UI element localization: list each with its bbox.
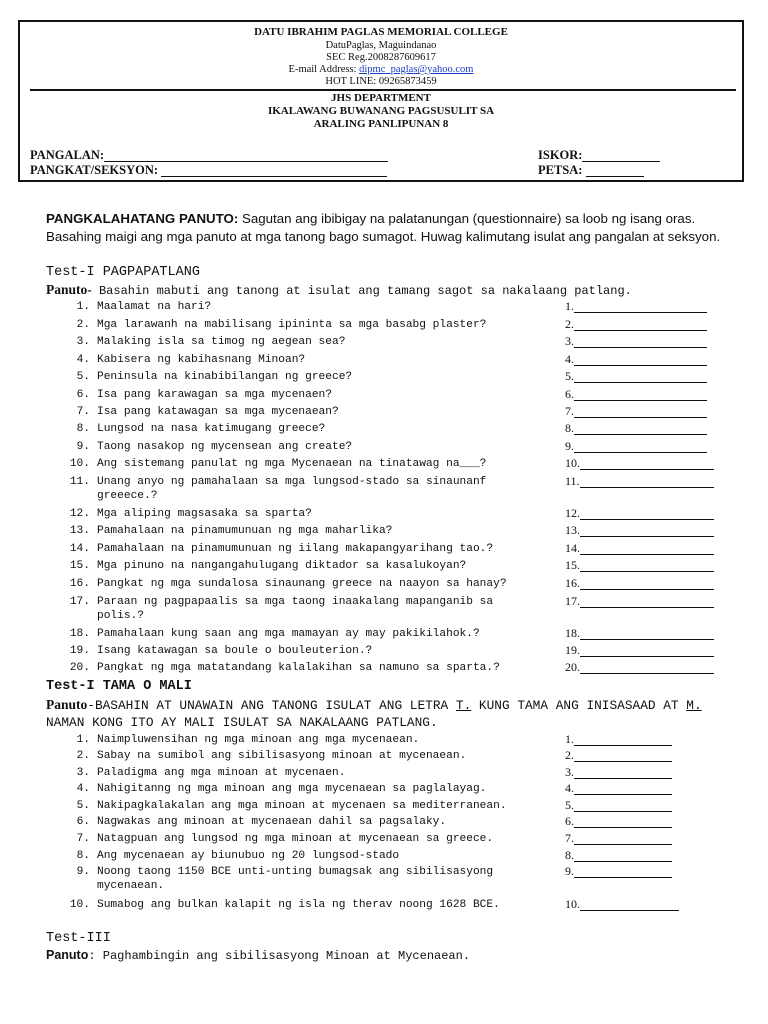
question-text xyxy=(97,782,552,796)
general-instructions-line-1 xyxy=(46,210,726,228)
answer-line[interactable] xyxy=(574,389,707,401)
answer-number: 3. xyxy=(565,765,574,779)
answer-blank[interactable] xyxy=(565,524,714,537)
question-number: 8. xyxy=(76,850,90,862)
question-number: 20. xyxy=(69,662,90,674)
answer-blank[interactable] xyxy=(565,577,714,590)
question-text-line: Unang anyo ng pamahalaan sa mga lungsod-stado sa sinaunanf xyxy=(97,476,487,488)
general-instructions-text-2: Basahing maigi ang mga panuto at mga tanong bago sumagot. Huwag kalimutang isulat ang pangalan at seksyon. xyxy=(46,229,721,244)
question-text xyxy=(97,595,552,623)
question-text-line: Sabay na sumibol ang sibilisasyong minoan at mycenaean. xyxy=(97,750,467,762)
answer-line[interactable] xyxy=(574,750,672,762)
question-text xyxy=(97,733,552,747)
question-text xyxy=(97,644,552,658)
score-label: ISKOR: xyxy=(538,148,583,162)
question-number: 2. xyxy=(76,319,90,331)
answer-line[interactable] xyxy=(580,525,714,537)
question-text-continuation: polis.? xyxy=(97,610,144,622)
header-divider xyxy=(30,89,736,91)
answer-blank[interactable] xyxy=(565,318,707,331)
answer-line[interactable] xyxy=(574,301,707,313)
answer-blank[interactable] xyxy=(565,388,707,401)
question-text-line: Isang katawagan sa boule o bouleuterion.? xyxy=(97,645,373,657)
answer-number: 6. xyxy=(565,814,574,828)
answer-line[interactable] xyxy=(574,816,672,828)
answer-number: 2. xyxy=(565,317,574,331)
answer-line[interactable] xyxy=(580,560,714,572)
date-label: PETSA: xyxy=(538,163,583,177)
question-text xyxy=(97,524,552,538)
answer-line[interactable] xyxy=(580,508,714,520)
answer-line[interactable] xyxy=(580,458,714,470)
answer-number: 14. xyxy=(565,541,580,555)
answer-line[interactable] xyxy=(574,783,672,795)
answer-number: 11. xyxy=(565,474,580,488)
answer-number: 19. xyxy=(565,643,580,657)
question-text xyxy=(97,577,552,591)
question-text-line: Natagpuan ang lungsod ng mga minoan at mycenaean sa greece. xyxy=(97,833,494,845)
hotline: HOT LINE: 09265873459 xyxy=(325,76,437,87)
question-number: 10. xyxy=(69,899,90,911)
answer-blank[interactable] xyxy=(565,457,714,470)
name-label: PANGALAN: xyxy=(30,148,105,162)
question-number: 17. xyxy=(69,596,90,608)
question-number: 2. xyxy=(76,750,90,762)
answer-line[interactable] xyxy=(574,850,672,862)
question-text-line: Nagwakas ang minoan at mycenaean dahil sa pagsalaky. xyxy=(97,816,447,828)
question-text-line: Pamahalaan kung saan ang mga mamayan ay may pakikilahok.? xyxy=(97,628,480,640)
question-number: 18. xyxy=(69,628,90,640)
answer-number: 6. xyxy=(565,387,574,401)
answer-number: 8. xyxy=(565,421,574,435)
test2-panuto-a: -BASAHIN AT UNAWAIN ANG TANONG ISULAT ANG LETRA xyxy=(87,698,456,713)
question-text-continuation: mycenaean. xyxy=(97,880,165,892)
question-number: 19. xyxy=(69,645,90,657)
question-text-line: Mga pinuno na nangangahulugang diktador sa kasalukoyan? xyxy=(97,560,467,572)
question-text xyxy=(97,815,552,829)
question-text xyxy=(97,318,552,332)
question-text xyxy=(97,475,552,503)
test2-letter-m: M. xyxy=(686,698,702,713)
answer-number: 1. xyxy=(565,299,574,313)
answer-number: 17. xyxy=(565,594,580,608)
answer-line[interactable] xyxy=(574,866,672,878)
question-text-line: Paladigma ang mga minoan at mycenaen. xyxy=(97,767,346,779)
question-text xyxy=(97,749,552,763)
test3-panuto-label: Panuto xyxy=(46,948,89,962)
answer-number: 9. xyxy=(565,864,574,878)
question-text xyxy=(97,440,552,454)
answer-number: 12. xyxy=(565,506,580,520)
answer-blank[interactable] xyxy=(565,353,707,366)
question-text xyxy=(97,507,552,521)
question-text xyxy=(97,300,552,314)
question-text-line: Pangkat ng mga matatandang kalalakihan sa namuno sa sparta.? xyxy=(97,662,500,674)
name-field[interactable] xyxy=(30,148,388,162)
general-instructions-label: PANGKALAHATANG PANUTO: xyxy=(46,211,239,226)
answer-blank[interactable] xyxy=(565,661,714,674)
question-number: 3. xyxy=(76,767,90,779)
answer-line[interactable] xyxy=(574,423,707,435)
answer-number: 7. xyxy=(565,404,574,418)
answer-number: 5. xyxy=(565,798,574,812)
answer-line[interactable] xyxy=(580,596,714,608)
answer-line[interactable] xyxy=(574,336,707,348)
answer-blank[interactable] xyxy=(565,799,672,812)
question-text xyxy=(97,627,552,641)
answer-line[interactable] xyxy=(574,441,707,453)
exam-title: IKALAWANG BUWANANG PAGSUSULIT SA xyxy=(267,105,495,117)
test1-panuto-text: Basahin mabuti ang tanong at isulat ang tamang sagot sa nakalaang patlang. xyxy=(91,284,632,298)
answer-number: 13. xyxy=(565,523,580,537)
school-name: DATU IBRAHIM PAGLAS MEMORIAL COLLEGE xyxy=(254,26,508,38)
test1-instructions xyxy=(46,282,632,299)
question-text-line: Pamahalaan na pinamumunuan ng iilang makapangyarihang tao.? xyxy=(97,543,494,555)
answer-blank[interactable] xyxy=(565,542,714,555)
answer-blank[interactable] xyxy=(565,507,714,520)
question-number: 15. xyxy=(69,560,90,572)
question-text xyxy=(97,766,552,780)
question-text-line: Peninsula na kinabibilangan ng greece? xyxy=(97,371,353,383)
answer-blank[interactable] xyxy=(565,559,714,572)
question-text-line: Kabisera ng kabihasnang Minoan? xyxy=(97,354,306,366)
subject-title: ARALING PANLIPUNAN 8 xyxy=(313,118,449,130)
question-text-line: Nakipagkalakalan ang mga minoan at mycenaen sa mediterranean. xyxy=(97,800,507,812)
answer-line[interactable] xyxy=(574,319,707,331)
section-field[interactable] xyxy=(30,163,387,177)
question-text-line: Pangkat ng mga sundalosa sinaunang greece na naayon sa hanay? xyxy=(97,578,507,590)
answer-blank[interactable] xyxy=(565,440,707,453)
section-label: PANGKAT/SEKSYON: xyxy=(30,163,159,177)
question-text xyxy=(97,661,552,675)
test2-panuto-b: KUNG TAMA ANG INISASAAD AT xyxy=(471,698,687,713)
question-text-line: Lungsod na nasa katimugang greece? xyxy=(97,423,326,435)
answer-number: 8. xyxy=(565,848,574,862)
email-link[interactable]: dipmc_paglas@yahoo.com xyxy=(359,64,474,75)
answer-line[interactable] xyxy=(574,406,707,418)
answer-blank[interactable] xyxy=(565,832,672,845)
answer-line[interactable] xyxy=(580,543,714,555)
answer-blank[interactable] xyxy=(565,733,672,746)
question-text xyxy=(97,353,552,367)
question-text xyxy=(97,898,552,912)
test2-title: Test-I TAMA O MALI xyxy=(46,679,192,694)
answer-number: 18. xyxy=(565,626,580,640)
answer-line[interactable] xyxy=(580,645,714,657)
name-blank[interactable] xyxy=(104,150,388,162)
answer-number: 20. xyxy=(565,660,580,674)
answer-number: 1. xyxy=(565,732,574,746)
question-text-continuation: greeece.? xyxy=(97,490,158,502)
date-blank[interactable] xyxy=(586,165,644,177)
question-text xyxy=(97,405,552,419)
test2-letter-t: T. xyxy=(455,698,472,713)
question-text-line: Paraan ng pagpapaalis sa mga taong inaakalang mapanganib sa xyxy=(97,596,494,608)
question-number: 9. xyxy=(76,866,90,878)
question-number: 6. xyxy=(76,816,90,828)
question-number: 11. xyxy=(69,476,90,488)
question-text-line: Ang mycenaean ay biunubuo ng 20 lungsod-stado xyxy=(97,850,400,862)
question-text xyxy=(97,559,552,573)
question-text xyxy=(97,370,552,384)
question-text-line: Sumabog ang bulkan kalapit ng isla ng therav noong 1628 BCE. xyxy=(97,899,500,911)
question-number: 14. xyxy=(69,543,90,555)
answer-number: 9. xyxy=(565,439,574,453)
answer-number: 4. xyxy=(565,352,574,366)
test3-instructions xyxy=(46,947,470,964)
answer-blank[interactable] xyxy=(565,475,714,488)
date-field[interactable] xyxy=(538,163,644,177)
question-text xyxy=(97,335,552,349)
test3-title: Test-III xyxy=(46,931,111,946)
answer-line[interactable] xyxy=(574,734,672,746)
answer-blank[interactable] xyxy=(565,627,714,640)
question-number: 8. xyxy=(76,423,90,435)
question-text-line: Ang sistemang panulat ng mga Mycenaean na tinatawag na___? xyxy=(97,458,487,470)
answer-blank[interactable] xyxy=(565,815,672,828)
question-text-line: Taong nasakop ng mycensean ang create? xyxy=(97,441,353,453)
question-number: 3. xyxy=(76,336,90,348)
school-address: DatuPaglas, Maguindanao xyxy=(325,40,437,51)
answer-blank[interactable] xyxy=(565,782,672,795)
answer-line[interactable] xyxy=(574,767,672,779)
question-number: 7. xyxy=(76,833,90,845)
answer-blank[interactable] xyxy=(565,644,714,657)
answer-line[interactable] xyxy=(574,800,672,812)
email-label: E-mail Address: xyxy=(288,64,357,75)
question-text-line: Mga aliping magsasaka sa sparta? xyxy=(97,508,312,520)
question-text xyxy=(97,865,552,893)
answer-number: 5. xyxy=(565,369,574,383)
question-text xyxy=(97,849,552,863)
question-number: 12. xyxy=(69,508,90,520)
question-text-line: Noong taong 1150 BCE unti-unting bumagsak ang sibilisasyong xyxy=(97,866,494,878)
answer-line[interactable] xyxy=(580,899,679,911)
question-number: 4. xyxy=(76,354,90,366)
general-instructions xyxy=(46,210,726,246)
answer-blank[interactable] xyxy=(565,766,672,779)
question-text xyxy=(97,799,552,813)
answer-number: 4. xyxy=(565,781,574,795)
question-number: 13. xyxy=(69,525,90,537)
answer-blank[interactable] xyxy=(565,849,672,862)
answer-blank[interactable] xyxy=(565,595,714,608)
question-number: 5. xyxy=(76,371,90,383)
question-number: 7. xyxy=(76,406,90,418)
answer-line[interactable] xyxy=(580,662,714,674)
question-text xyxy=(97,832,552,846)
answer-blank[interactable] xyxy=(565,370,707,383)
answer-blank[interactable] xyxy=(565,405,707,418)
answer-blank[interactable] xyxy=(565,300,707,313)
question-number: 4. xyxy=(76,783,90,795)
test1-title: Test-I PAGPAPATLANG xyxy=(46,265,200,280)
question-text-line: Nahigitanng ng mga minoan ang mga mycenaean sa paglalayag. xyxy=(97,783,487,795)
question-text xyxy=(97,388,552,402)
test2-instructions xyxy=(46,696,706,731)
question-number: 16. xyxy=(69,578,90,590)
score-field[interactable] xyxy=(538,148,660,162)
question-number: 1. xyxy=(76,301,90,313)
answer-blank[interactable] xyxy=(565,335,707,348)
answer-line[interactable] xyxy=(574,833,672,845)
answer-line[interactable] xyxy=(580,578,714,590)
question-text-line: Isa pang katawagan sa mga mycenaean? xyxy=(97,406,339,418)
email-line xyxy=(20,64,742,75)
question-text xyxy=(97,422,552,436)
question-text-line: Pamahalaan na pinamumunuan ng mga maharlika? xyxy=(97,525,393,537)
question-text-line: Maalamat na hari? xyxy=(97,301,212,313)
answer-number: 7. xyxy=(565,831,574,845)
answer-number: 16. xyxy=(565,576,580,590)
answer-line[interactable] xyxy=(574,354,707,366)
question-number: 9. xyxy=(76,441,90,453)
test2-panuto-c: NAMAN KONG ITO AY MALI ISULAT SA NAKALAANG PATLANG. xyxy=(46,715,438,730)
answer-line[interactable] xyxy=(580,476,714,488)
question-text xyxy=(97,542,552,556)
answer-number: 3. xyxy=(565,334,574,348)
question-text-line: Malaking isla sa timog ng aegean sea? xyxy=(97,336,346,348)
general-instructions-text-1: Sagutan ang ibibigay na palatanungan (questionnaire) sa loob ng isang oras. xyxy=(238,211,696,226)
test2-panuto-label: Panuto xyxy=(46,697,88,712)
question-number: 10. xyxy=(69,458,90,470)
answer-blank[interactable] xyxy=(565,749,672,762)
test1-panuto-label: Panuto- xyxy=(46,282,92,297)
section-blank[interactable] xyxy=(161,165,387,177)
test3-panuto-text: : Paghambingin ang sibilisasyong Minoan at Mycenaean. xyxy=(88,949,471,963)
answer-number: 10. xyxy=(565,456,580,470)
answer-blank[interactable] xyxy=(565,898,679,911)
question-text-line: Mga larawanh na mabilisang ipininta sa mga basabg plaster? xyxy=(97,319,487,331)
answer-blank[interactable] xyxy=(565,865,672,878)
exam-header-box xyxy=(18,20,744,182)
question-text-line: Isa pang karawagan sa mga mycenaen? xyxy=(97,389,332,401)
department-title: JHS DEPARTMENT xyxy=(331,92,431,104)
score-blank[interactable] xyxy=(582,150,660,162)
answer-blank[interactable] xyxy=(565,422,707,435)
question-text xyxy=(97,457,552,471)
answer-number: 2. xyxy=(565,748,574,762)
answer-line[interactable] xyxy=(574,371,707,383)
question-number: 1. xyxy=(76,734,90,746)
answer-number: 10. xyxy=(565,897,580,911)
question-text-line: Naimpluwensihan ng mga minoan ang mga mycenaean. xyxy=(97,734,420,746)
question-number: 5. xyxy=(76,800,90,812)
answer-line[interactable] xyxy=(580,628,714,640)
question-number: 6. xyxy=(76,389,90,401)
answer-number: 15. xyxy=(565,558,580,572)
sec-registration: SEC Reg.2008287609617 xyxy=(326,52,436,63)
